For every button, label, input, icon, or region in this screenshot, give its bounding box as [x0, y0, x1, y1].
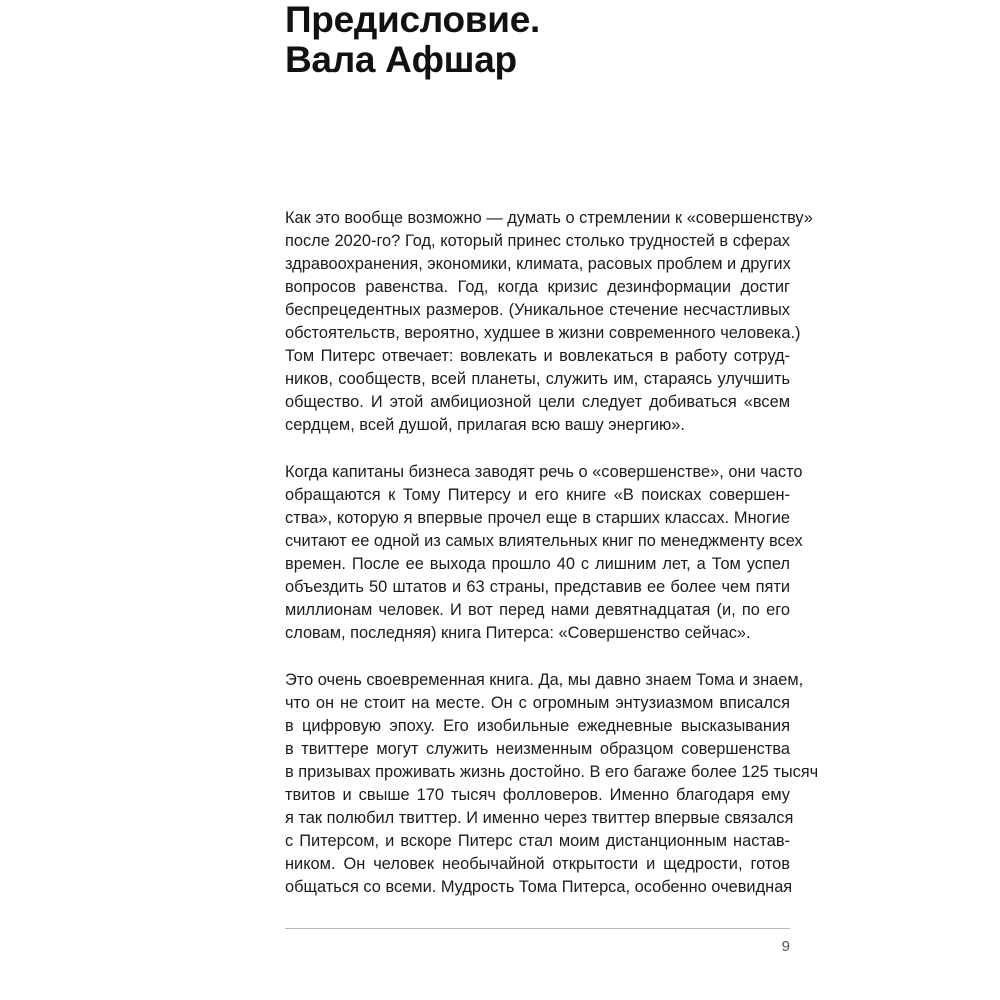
text-line: здравоохранения, экономики, климата, расовых проблем и других — [285, 255, 791, 273]
chapter-title-line-2: Вала Афшар — [285, 39, 517, 80]
body-text — [285, 207, 819, 923]
text-line: объездить 50 штатов и 63 страны, представив ее более чем пяти — [285, 578, 790, 596]
text-line: сердцем, всей душой, прилагая всю вашу энергию». — [285, 416, 685, 434]
text-line: Как это вообще возможно — думать о стремлении к «совершенству» — [285, 209, 813, 227]
text-line: твитов и свыше 170 тысяч фолловеров. Именно благодаря ему — [285, 786, 790, 804]
text-line: после 2020-го? Год, который принес столько трудностей в сферах — [285, 232, 790, 250]
paragraph-1 — [285, 207, 813, 437]
footer-divider — [285, 928, 790, 929]
text-line: Это очень своевременная книга. Да, мы давно знаем Тома и знаем, — [285, 671, 804, 689]
text-line: Когда капитаны бизнеса заводят речь о «совершенстве», они часто — [285, 463, 803, 481]
text-line: ников, сообществ, всей планеты, служить им, стараясь улучшить — [285, 370, 790, 388]
chapter-title-line-1: Предисловие. — [285, 0, 540, 40]
page-number: 9 — [781, 938, 790, 955]
text-line: в призывах проживать жизнь достойно. В его багаже более 125 тысяч — [285, 763, 819, 781]
text-line: обстоятельств, вероятно, худшее в жизни современного человека.) — [285, 324, 801, 342]
paragraph-3 — [285, 669, 819, 899]
text-line: я так полюбил твиттер. И именно через твиттер впервые связался — [285, 809, 794, 827]
text-line: Том Питерс отвечает: вовлекать и вовлекаться в работу сотруд- — [285, 347, 790, 365]
paragraph-2 — [285, 461, 803, 645]
text-line: ства», которую я впервые прочел еще в старших классах. Многие — [285, 509, 790, 527]
text-line: в твиттере могут служить неизменным образцом совершенства — [285, 740, 790, 758]
text-line: что он не стоит на месте. Он с огромным энтузиазмом вписался — [285, 694, 790, 712]
text-line: вопросов равенства. Год, когда кризис дезинформации достиг — [285, 278, 790, 296]
text-line: общаться со всеми. Мудрость Тома Питерса, особенно очевидная — [285, 878, 793, 896]
text-line: миллионам человек. И вот перед нами девятнадцатая (и, по его — [285, 601, 790, 619]
text-line: в цифровую эпоху. Его изобильные ежедневные высказывания — [285, 717, 790, 735]
text-line: считают ее одной из самых влиятельных книг по менеджменту всех — [285, 532, 803, 550]
text-line: времен. После ее выхода прошло 40 с лишним лет, а Том успел — [285, 555, 790, 573]
chapter-title — [285, 0, 805, 80]
text-line: ником. Он человек необычайной открытости и щедрости, готов — [285, 855, 790, 873]
text-line: обращаются к Тому Питерсу и его книге «В поисках совершен- — [285, 486, 790, 504]
text-line: словам, последняя) книга Питерса: «Совершенство сейчас». — [285, 624, 751, 642]
text-line: общество. И этой амбициозной цели следует добиваться «всем — [285, 393, 790, 411]
text-line: беспрецедентных размеров. (Уникальное стечение несчастливых — [285, 301, 790, 319]
text-line: с Питерсом, и вскоре Питерс стал моим дистанционным настав- — [285, 832, 790, 850]
